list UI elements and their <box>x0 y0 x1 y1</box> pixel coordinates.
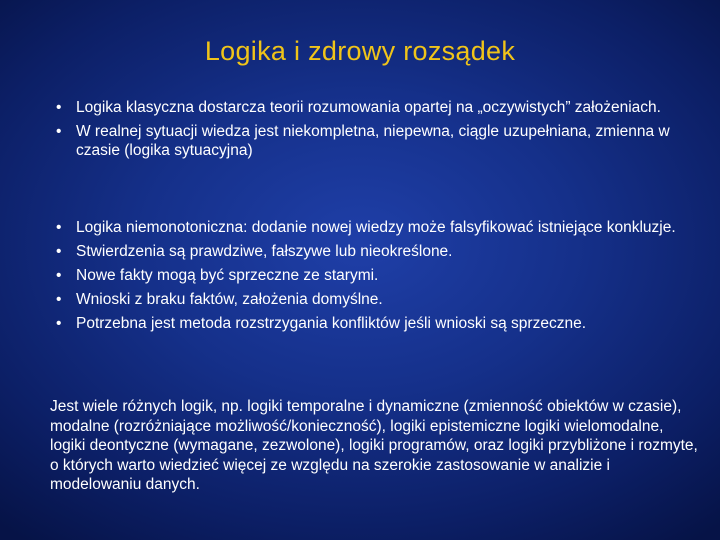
bullet-list-classical <box>50 98 690 165</box>
bullet-item <box>50 218 690 237</box>
bullet-text: Wnioski z braku faktów, założenia domyślne. <box>76 291 383 308</box>
bullet-text: Nowe fakty mogą być sprzeczne ze starymi. <box>76 267 379 284</box>
bullet-dot: • <box>56 123 62 140</box>
bullet-dot: • <box>56 243 62 260</box>
bullet-dot: • <box>56 267 62 284</box>
bullet-list-nonmonotonic <box>50 218 690 338</box>
bullet-item <box>50 98 690 117</box>
bullet-text: Logika niemonotoniczna: dodanie nowej wiedzy może falsyfikować istniejące konkluzje. <box>76 219 676 236</box>
bullet-dot: • <box>56 315 62 332</box>
summary-paragraph: Jest wiele różnych logik, np. logiki temporalne i dynamiczne (zmienność obiektów w czasie), modalne (rozróżniające możliwość/konieczność), logiki epistemiczne logiki wielomodalne, logiki deontyczne (wymagane, zezwolone), logiki programów, oraz logiki przybliżone i rozmyte, o których warto wiedzieć więcej ze względu na szerokie zastosowanie w analizie i modelowaniu danych. <box>50 398 698 493</box>
bullet-item <box>50 266 690 285</box>
bullet-item <box>50 122 690 160</box>
bullet-text: W realnej sytuacji wiedza jest niekompletna, niepewna, ciągle uzupełniana, zmienna w czasie (logika sytuacyjna) <box>76 123 670 159</box>
bullet-item <box>50 314 690 333</box>
slide-title: Logika i zdrowy rozsądek <box>204 36 516 66</box>
bullet-text: Stwierdzenia są prawdziwe, fałszywe lub nieokreślone. <box>76 243 453 260</box>
bullet-dot: • <box>56 99 62 116</box>
bullet-text: Logika klasyczna dostarcza teorii rozumowania opartej na „oczywistych” założeniach. <box>76 99 661 116</box>
bullet-dot: • <box>56 291 62 308</box>
bullet-text: Potrzebna jest metoda rozstrzygania konfliktów jeśli wnioski są sprzeczne. <box>76 315 587 332</box>
bullet-item <box>50 242 690 261</box>
bullet-item <box>50 290 690 309</box>
bullet-dot: • <box>56 219 62 236</box>
